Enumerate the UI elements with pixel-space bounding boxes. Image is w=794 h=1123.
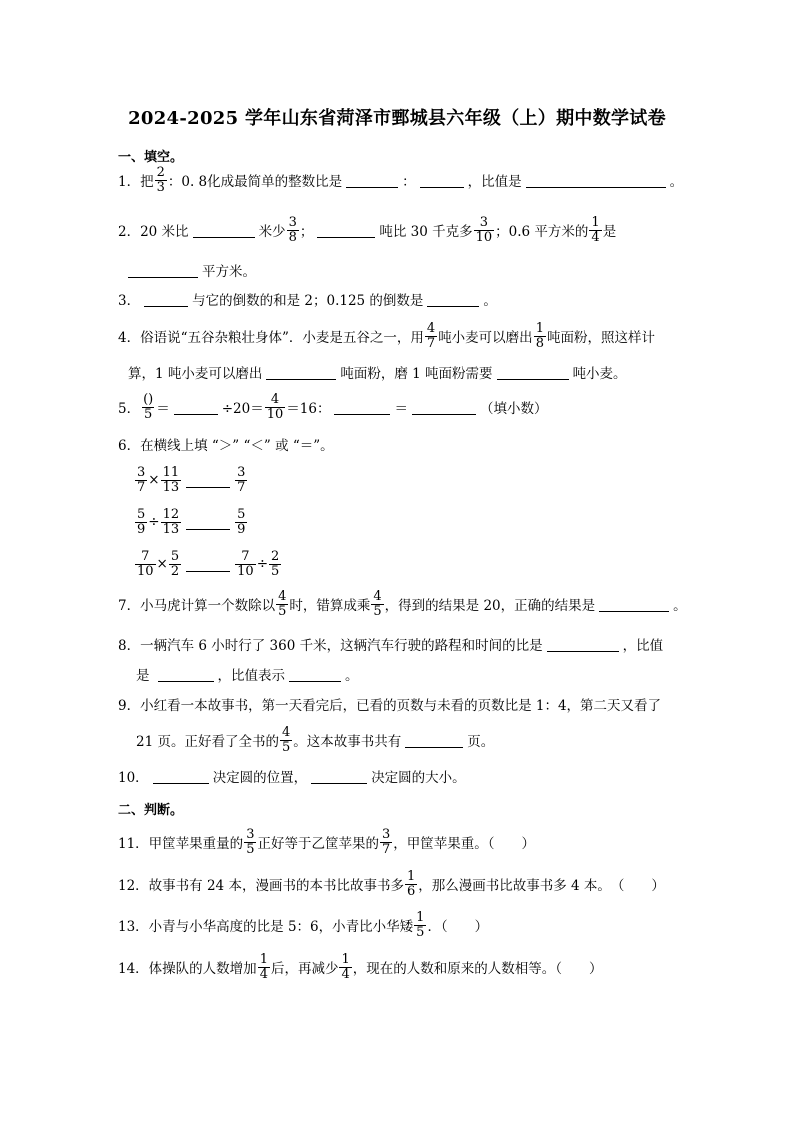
question-text: 吨面粉，磨 1 吨面粉需要 <box>340 366 493 382</box>
numerator: 2 <box>271 548 280 564</box>
q5-fraction-2 <box>265 393 286 422</box>
question-text: ÷ <box>148 514 160 530</box>
numerator: 4 <box>281 724 291 740</box>
q1-answer-blank-1[interactable] <box>346 173 398 188</box>
fraction <box>244 828 256 857</box>
q3-answer-blank-1[interactable] <box>144 292 188 307</box>
numerator: 7 <box>241 548 250 564</box>
fraction <box>405 870 417 899</box>
fraction <box>280 726 292 755</box>
numerator: 1 <box>416 909 425 925</box>
question-5 <box>118 389 547 425</box>
numerator: 5 <box>170 548 180 564</box>
q1-answer-blank-3[interactable] <box>526 173 666 188</box>
q5-answer-blank-1[interactable] <box>174 400 218 415</box>
question-text: 吨小麦可以磨出 <box>438 330 533 346</box>
section-heading-judge: 二、判断。 <box>118 803 184 818</box>
question-text: ，比值表示 <box>217 668 285 684</box>
question-text: 12．故事书有 24 本，漫画书的本书比故事书多 <box>118 878 404 894</box>
q2-fraction-3 <box>589 216 601 245</box>
question-text: 6．在横线上填 “＞” “＜” 或 “＝”。 <box>118 438 334 454</box>
question-11 <box>118 824 535 860</box>
question-text: 10． <box>118 770 149 786</box>
denominator: 3 <box>156 179 165 195</box>
question-text: 平方米。 <box>202 264 256 280</box>
q4-fraction-1 <box>425 322 437 351</box>
q2-answer-blank-1[interactable] <box>193 223 255 238</box>
question-9 <box>118 686 661 722</box>
q6-row-1 <box>134 462 248 498</box>
q10-answer-blank-2[interactable] <box>311 769 367 784</box>
numerator: 4 <box>270 391 280 407</box>
question-text: 8．一辆汽车 6 小时行了 360 千米，这辆汽车行驶的路程和时间的比是 <box>118 638 543 654</box>
denominator: 10 <box>475 229 493 245</box>
q6-compare-blank-2[interactable] <box>186 515 230 530</box>
question-text: ＝16： <box>286 401 331 417</box>
q4-fraction-2 <box>534 322 546 351</box>
question-text: 算，1 吨小麦可以磨出 <box>128 366 263 382</box>
numerator: () <box>143 391 154 407</box>
question-4-cont <box>128 354 627 390</box>
q1-answer-blank-2[interactable] <box>420 173 464 188</box>
numerator: 3 <box>288 214 297 230</box>
question-9-cont <box>136 722 494 758</box>
denominator: 6 <box>406 883 416 899</box>
fraction <box>235 508 247 537</box>
question-text: 与它的倒数的和是 2；0.125 的倒数是 <box>192 293 424 309</box>
numerator: 1 <box>406 868 416 884</box>
question-text: 。 <box>673 598 687 614</box>
question-10 <box>118 758 466 794</box>
fraction <box>258 953 270 982</box>
question-4 <box>118 318 655 354</box>
denominator: 9 <box>237 521 246 537</box>
fraction <box>414 911 426 940</box>
q2-answer-blank-3[interactable] <box>128 263 198 278</box>
question-text: 吨小麦。 <box>572 366 627 382</box>
denominator: 13 <box>162 479 180 495</box>
denominator: 4 <box>341 966 350 982</box>
question-text: 11．甲筐苹果重量的 <box>118 836 244 852</box>
question-text: 。 <box>345 668 359 684</box>
q2-fraction-1 <box>287 216 299 245</box>
denominator: 5 <box>278 603 287 619</box>
q12-answer-bracket[interactable]: ，那么漫画书比故事书多 4 本。 （ ） <box>418 878 665 894</box>
question-1 <box>118 162 683 198</box>
q6-compare-blank-1[interactable] <box>186 473 230 488</box>
numerator: 3 <box>479 214 489 230</box>
q2-answer-blank-2[interactable] <box>317 223 375 238</box>
q5-answer-blank-2[interactable] <box>334 400 390 415</box>
q13-answer-bracket[interactable]: ．（ ） <box>427 919 489 935</box>
denominator: 10 <box>266 406 284 422</box>
q11-answer-bracket[interactable]: ，甲筐苹果重。（ ） <box>393 836 535 852</box>
question-text: ÷ <box>256 556 268 572</box>
question-text: 米少 <box>258 224 286 240</box>
question-3 <box>118 281 497 317</box>
fraction <box>135 508 147 537</box>
question-text: 4．俗语说“五谷杂粮壮身体”．小麦是五谷之一，用 <box>118 330 424 346</box>
denominator: 4 <box>259 966 268 982</box>
question-text: 14．体操队的人数增加 <box>118 961 257 977</box>
fraction <box>169 550 181 579</box>
question-7 <box>118 586 687 622</box>
question-text: 时，错算成乘 <box>289 598 371 614</box>
fraction <box>276 590 288 619</box>
question-text: ÷20＝ <box>221 401 264 417</box>
question-text: ，得到的结果是 20，正确的结果是 <box>384 598 596 614</box>
fraction <box>235 550 256 579</box>
question-text: ； <box>299 224 314 240</box>
numerator: 1 <box>591 214 600 230</box>
question-text: （填小数） <box>479 401 548 417</box>
fraction <box>380 828 392 857</box>
fraction <box>371 590 383 619</box>
q5-answer-blank-3[interactable] <box>412 400 476 415</box>
denominator: 7 <box>237 479 246 495</box>
q10-answer-blank-1[interactable] <box>153 769 209 784</box>
question-text: 是 <box>136 668 150 684</box>
question-text: 3． <box>118 293 141 309</box>
q7-answer-blank[interactable] <box>599 597 669 612</box>
question-text: 决定圆的位置， <box>212 770 308 786</box>
numerator: 5 <box>137 506 146 522</box>
denominator: 5 <box>416 924 425 940</box>
q1-fraction <box>155 166 167 195</box>
question-text: 。这本故事书共有 <box>293 734 402 750</box>
question-text: × <box>156 556 168 572</box>
question-text: 。 <box>483 293 497 309</box>
question-text: 9．小红看一本故事书，第一天看完后，已看的页数与未看的页数比是 1：4，第二天又看了 <box>118 698 662 714</box>
denominator: 7 <box>381 841 391 857</box>
question-text: × <box>148 472 160 488</box>
numerator: 7 <box>141 548 150 564</box>
numerator: 3 <box>237 464 246 480</box>
question-text: 5． <box>118 401 141 417</box>
numerator: 1 <box>535 320 544 336</box>
q5-fraction-1 <box>141 393 155 422</box>
fraction <box>339 953 351 982</box>
q3-answer-blank-2[interactable] <box>427 292 479 307</box>
fraction <box>161 466 182 495</box>
numerator: 4 <box>426 320 436 336</box>
denominator: 8 <box>288 229 297 245</box>
question-text: ＝ <box>394 401 408 417</box>
fraction <box>269 550 281 579</box>
question-14 <box>118 949 603 985</box>
question-text: 21 页。正好看了全书的 <box>136 734 279 750</box>
numerator: 12 <box>162 506 180 522</box>
section-heading-fill: 一、填空。 <box>118 150 184 165</box>
denominator: 13 <box>162 521 180 537</box>
numerator: 4 <box>278 588 287 604</box>
denominator: 9 <box>137 521 146 537</box>
question-text: 决定圆的大小。 <box>371 770 466 786</box>
numerator: 1 <box>341 951 350 967</box>
denominator: 5 <box>246 841 255 857</box>
q4-answer-blank-1[interactable] <box>266 365 336 380</box>
numerator: 5 <box>237 506 246 522</box>
denominator: 5 <box>144 406 153 422</box>
q14-answer-bracket[interactable]: ，现在的人数和原来的人数相等。（ ） <box>352 961 603 977</box>
fraction <box>135 550 156 579</box>
question-text: 2．20 米比 <box>118 224 189 240</box>
denominator: 8 <box>535 335 544 351</box>
question-text: ，比值 <box>622 638 664 654</box>
question-6 <box>118 426 334 462</box>
q1-text-a: 1．把 <box>118 174 154 190</box>
denominator: 4 <box>591 229 600 245</box>
question-text: 。 <box>669 174 684 190</box>
question-text: 正好等于乙筐苹果的 <box>257 836 379 852</box>
denominator: 7 <box>137 479 146 495</box>
denominator: 2 <box>170 563 180 579</box>
numerator: 4 <box>373 588 382 604</box>
numerator: 1 <box>259 951 268 967</box>
question-12 <box>118 866 665 902</box>
page-title: 2024-2025 学年山东省菏泽市鄄城县六年级（上）期中数学试卷 <box>128 108 666 129</box>
question-text: ＝ <box>156 401 170 417</box>
q2-fraction-2 <box>474 216 495 245</box>
question-text: 7．小马虎计算一个数除以 <box>118 598 276 614</box>
question-2 <box>118 212 616 248</box>
question-text: 后，再减少 <box>270 961 339 977</box>
denominator: 10 <box>137 563 154 579</box>
question-text: 吨面粉，照这样计 <box>546 330 655 346</box>
denominator: 10 <box>237 563 254 579</box>
numerator: 2 <box>156 164 165 180</box>
q6-row-3 <box>134 546 282 582</box>
question-text: 吨比 30 千克多 <box>379 224 473 240</box>
q6-compare-blank-3[interactable] <box>186 557 230 572</box>
denominator: 5 <box>271 563 280 579</box>
denominator: 5 <box>373 603 382 619</box>
numerator: 3 <box>137 464 146 480</box>
question-text: ，比值是 <box>467 174 522 190</box>
q8-answer-blank-3[interactable] <box>289 667 341 682</box>
question-text: 页。 <box>467 734 495 750</box>
denominator: 5 <box>281 739 291 755</box>
q8-answer-blank-2[interactable] <box>158 667 214 682</box>
q4-answer-blank-2[interactable] <box>497 365 569 380</box>
question-13 <box>118 907 488 943</box>
q8-answer-blank-1[interactable] <box>547 637 619 652</box>
question-text: 是 <box>602 224 617 240</box>
numerator: 11 <box>162 464 180 480</box>
question-text: 13．小青与小华高度的比是 5：6，小青比小华矮 <box>118 919 414 935</box>
q9-answer-blank[interactable] <box>405 733 463 748</box>
numerator: 3 <box>381 826 391 842</box>
fraction <box>235 466 247 495</box>
question-text: ： <box>402 174 416 190</box>
fraction <box>161 508 182 537</box>
numerator: 3 <box>246 826 255 842</box>
q6-row-2 <box>134 504 248 540</box>
question-text: ；0.6 平方米的 <box>495 224 589 240</box>
denominator: 7 <box>426 335 436 351</box>
q1-text-b: ：0. 8化成最简单的整数比是 <box>167 174 343 190</box>
fraction <box>135 466 147 495</box>
